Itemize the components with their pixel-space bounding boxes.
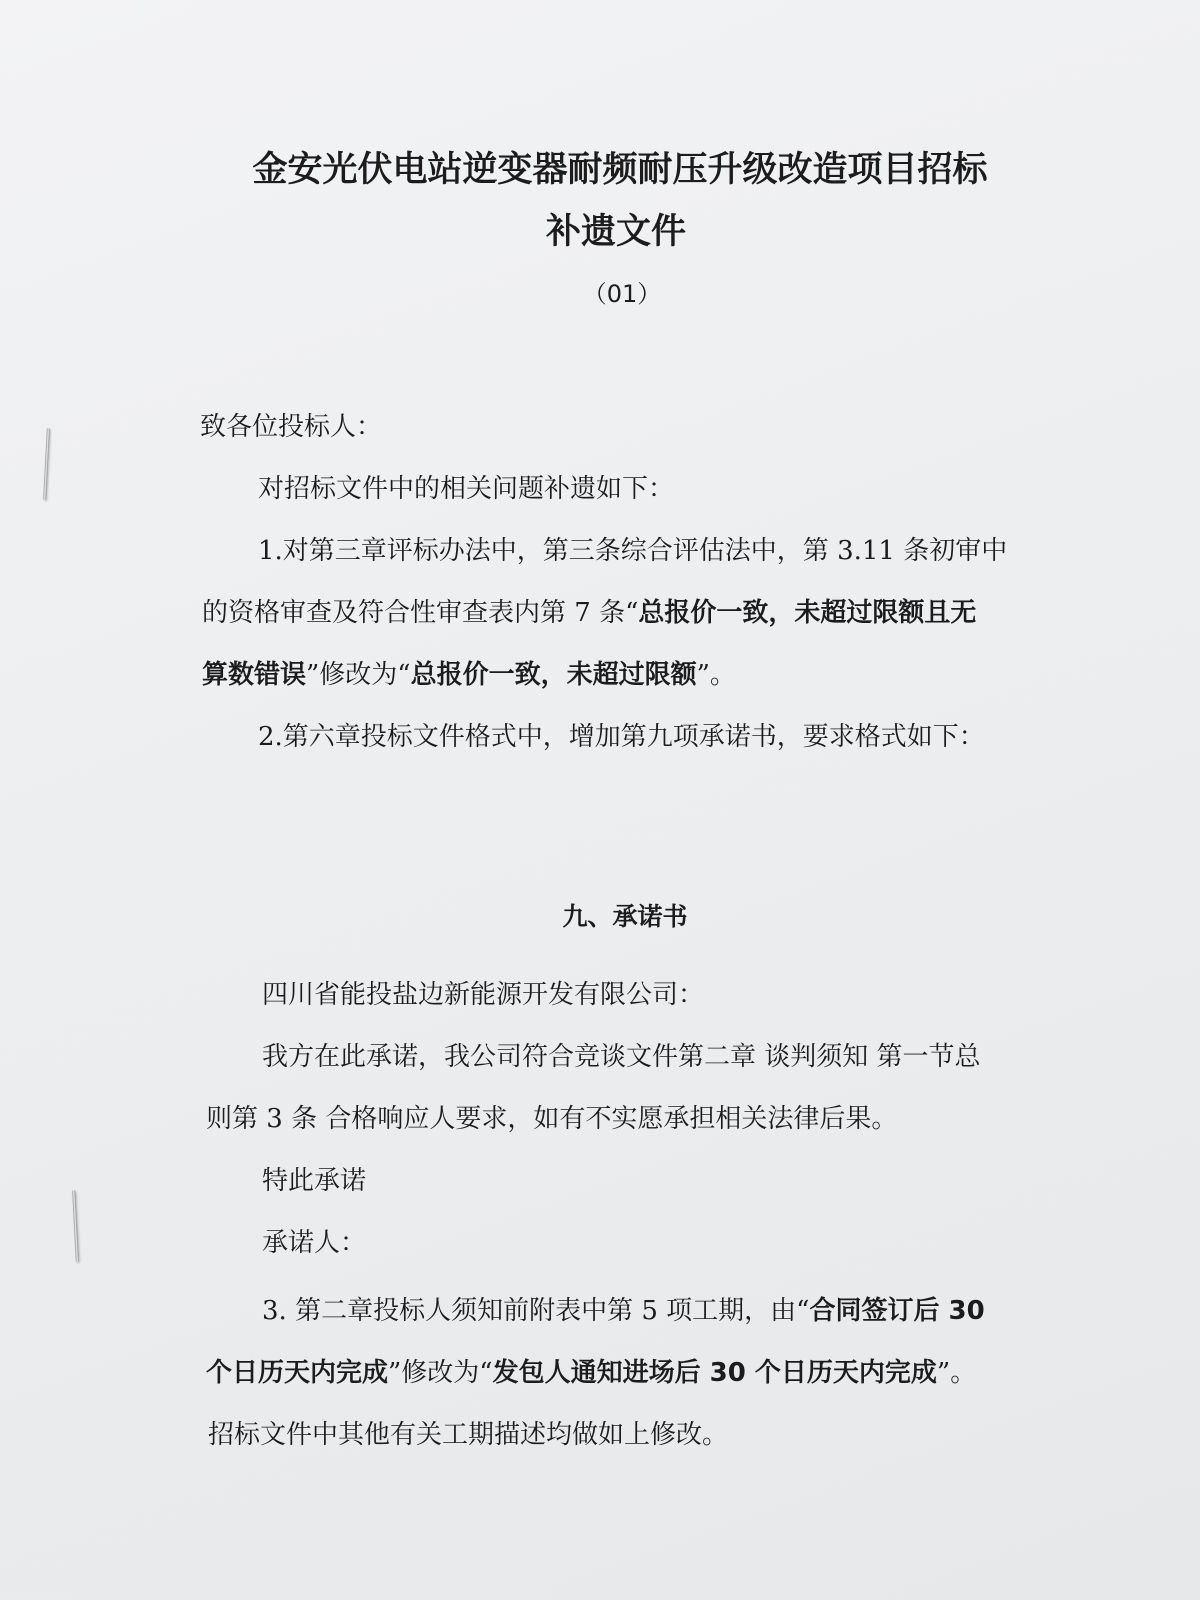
item1-line3-bold-b: 总报价一致，未超过限额 (410, 660, 697, 690)
document-number: （01） (582, 280, 662, 308)
item1-line3-bold-a: 算数错误 (202, 660, 307, 690)
commitment-signatory: 承诺人： (262, 1228, 367, 1258)
commitment-heading: 九、承诺书 (562, 902, 688, 931)
item3-line3: 招标文件中其他有关工期描述均做如上修改。 (208, 1420, 729, 1450)
item3-line1-text: 3. 第二章投标人须知前附表中第 5 项工期，由“ (262, 1296, 810, 1326)
intro-text: 对招标文件中的相关问题补遗如下： (258, 474, 675, 504)
salutation: 致各位投标人： (200, 412, 383, 442)
item3-line2-bold-b: 发包人通知进场后 30 个日历天内完成 (492, 1358, 937, 1388)
item3-line2-bold-a: 个日历天内完成 (206, 1358, 389, 1388)
item1-line3 (202, 658, 736, 692)
commitment-addressee: 四川省能投盐边新能源开发有限公司： (262, 980, 705, 1010)
item1-line2-bold: 总报价一致，未超过限额且无 (638, 598, 977, 628)
item3-line1 (262, 1294, 985, 1328)
item1-line3-text: ”修改为“ (306, 660, 411, 690)
commitment-body-line2: 则第 3 条 合格响应人要求，如有不实愿承担相关法律后果。 (206, 1104, 898, 1134)
item1-line3-end: ”。 (696, 660, 736, 690)
commitment-body-line1: 我方在此承诺，我公司符合竞谈文件第二章 谈判须知 第一节总 (262, 1042, 981, 1072)
item1-line2 (202, 596, 976, 630)
item3-line2-text: ”修改为“ (388, 1358, 493, 1388)
item1-line1: 1.对第三章评标办法中，第三条综合评估法中，第 3.11 条初审中 (258, 536, 1008, 566)
staple-top (43, 428, 50, 500)
staple-bottom (72, 1190, 79, 1262)
item3-line2 (206, 1356, 976, 1390)
item3-line2-end: ”。 (936, 1358, 977, 1388)
item3-line1-bold: 合同签订后 30 (809, 1296, 985, 1326)
commitment-closing: 特此承诺 (262, 1166, 367, 1196)
item2-text: 2.第六章投标文件格式中，增加第九项承诺书，要求格式如下： (258, 722, 985, 752)
document-title-line2: 补遗文件 (545, 212, 686, 252)
item1-line2-text: 的资格审查及符合性审查表内第 7 条“ (202, 598, 639, 628)
document-title-line1: 金安光伏电站逆变器耐频耐压升级改造项目招标 (252, 150, 988, 190)
